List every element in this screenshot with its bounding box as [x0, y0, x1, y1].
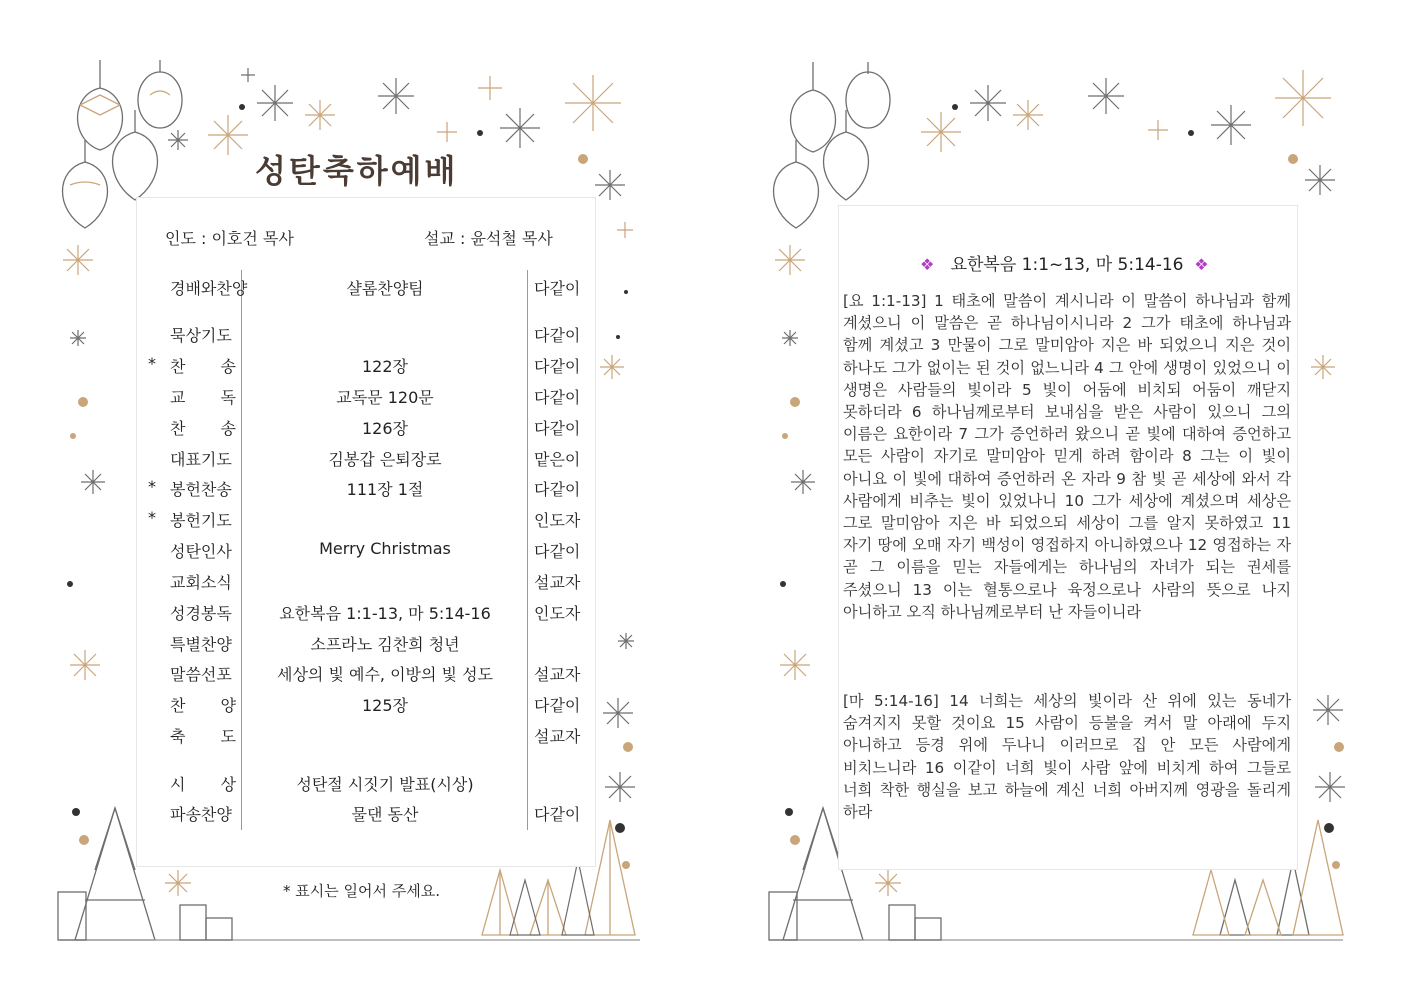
preacher: 설교 : 윤석철 목사: [424, 229, 553, 248]
order-item-content: 물댄 동산: [351, 805, 419, 824]
order-row: [136, 570, 594, 594]
order-row: [136, 447, 594, 471]
bulletin-left-page: [0, 0, 700, 992]
christmas-tree-icon: [1220, 880, 1250, 935]
order-item-participant: 다같이: [534, 805, 581, 824]
order-item-content: 122장: [362, 357, 408, 376]
christmas-tree-icon: [510, 880, 540, 935]
order-item-name: 성경봉독: [170, 604, 232, 623]
standing-mark: *: [148, 477, 156, 496]
order-item-participant: 다같이: [534, 419, 581, 438]
order-item-name: 찬 송: [170, 357, 236, 376]
ornament-icon: [113, 132, 158, 200]
order-item-participant: 다같이: [534, 696, 581, 715]
order-item-content: 세상의 빛 예수, 이방의 빛 성도: [277, 665, 493, 684]
ornament-icon: [138, 72, 182, 128]
order-row: [136, 276, 594, 300]
passage-text: 1 태초에 말씀이 계시니라 이 말씀이 하나님과 함께 계셨으니 이 말씀은 곧 하나님이시니라 2 그가 태초에 하나님과 함께 계셨고 3 만물이 그로 말미암아 지은 바 되었으니 지은 것이 하나도 그가 없이는 된 것이 없느니라 4 그 안에 생명이 있었으니 이 생명은 사람들의 빛이라 5 빛이 어둠에 비치되 어둠이 깨닫지 못하더라 6 하나님께로부터 보내심을 받은 사람이 있으니 그의 이름은 요한이라 7 그가 증언하러 왔으니 곧 빛에 대하여 증언하고 모든 사람이 자기로 말미암아 믿게 하려 함이라 8 그는 이 빛이 아니요 이 빛에 대하여 증언하러 온 자라 9 참 빛 곧 세상에 와서 각 사람에게 비추는 빛이 있었나니 10 그가 세상에 계셨으며 세상은 그로 말미암아 지은 바 되었으되 세상이 그를 알지 못하였고 11 자기 땅에 오매 자기 백성이 영접하지 아니하였으나 12 영접하는 자 곧 그 이름을 믿는 자들에게는 하나님의 자녀가 되는 권세를 주셨으니 13 이는 혈통으로나 육정으로나 사람의 뜻으로 나지 아니하고 오직 하나님께로부터 난 자들이니라: [843, 292, 1291, 621]
order-item-name: 경배와찬양: [170, 279, 248, 298]
scripture-heading: [920, 250, 1209, 275]
order-row: [136, 772, 594, 796]
order-item-content: 125장: [362, 696, 408, 715]
christmas-tree-icon: [562, 860, 594, 935]
christmas-tree-icon: [1277, 860, 1309, 935]
order-row: [136, 601, 594, 625]
order-row: [136, 508, 594, 532]
order-item-name: 교 독: [170, 388, 236, 407]
christmas-tree-icon: [1293, 820, 1343, 935]
order-item-participant: 다같이: [534, 542, 581, 561]
order-item-participant: 인도자: [534, 604, 581, 623]
page-title: 성탄축하예배: [255, 152, 459, 190]
order-item-name: 시 상: [170, 775, 236, 794]
order-item-participant: 맡은이: [534, 450, 581, 469]
order-row: [136, 693, 594, 717]
order-item-name: 파송찬양: [170, 805, 232, 824]
gift-box-icon: [889, 905, 915, 940]
passage-text: 14 너희는 세상의 빛이라 산 위에 있는 동네가 숨겨지지 못할 것이요 15 사람이 등불을 켜서 말 아래에 두지 아니하고 등경 위에 두나니 이러므로 집 안 모든 사람에게 비치느니라 16 이같이 너희 빛이 사람 앞에 비치게 하여 그들로 너희 착한 행실을 보고 하늘에 계신 너희 아버지께 영광을 돌리게 하라: [843, 692, 1292, 822]
order-item-content: 111장 1절: [346, 480, 424, 499]
order-item-content: 교독문 120문: [336, 388, 434, 407]
order-item-name: 말씀선포: [170, 665, 232, 684]
order-item-participant: 설교자: [534, 573, 581, 592]
order-item-name: 찬 양: [170, 696, 236, 715]
ornament-icon: [774, 162, 819, 228]
order-row: [136, 477, 594, 501]
order-item-name: 대표기도: [170, 450, 232, 469]
standing-note: * 표시는 일어서 주세요.: [283, 882, 440, 900]
passage-reference: [마 5:14-16]: [843, 692, 939, 710]
scripture-passage-matthew: [843, 690, 1291, 823]
order-item-content: 126장: [362, 419, 408, 438]
gift-box-icon: [206, 918, 232, 940]
order-item-name: 축 도: [170, 727, 236, 746]
order-item-name: 교회소식: [170, 573, 232, 592]
order-row: [136, 662, 594, 686]
christmas-tree-icon: [1193, 870, 1229, 935]
order-item-participant: 다같이: [534, 357, 581, 376]
order-item-name: 묵상기도: [170, 326, 232, 345]
diamond-marker-icon: ❖: [920, 255, 935, 274]
order-item-content: 샬롬찬양팀: [346, 279, 424, 298]
order-item-participant: 다같이: [534, 326, 581, 345]
order-item-name: 찬 송: [170, 419, 236, 438]
order-row: [136, 539, 594, 563]
order-item-participant: 설교자: [534, 727, 581, 746]
order-row: [136, 632, 594, 656]
order-row: [136, 323, 594, 347]
diamond-marker-icon: ❖: [1194, 255, 1209, 274]
order-row: [136, 724, 594, 748]
ornament-icon: [63, 162, 108, 228]
order-item-participant: 인도자: [534, 511, 581, 530]
order-item-content: 소프라노 김찬희 청년: [310, 635, 460, 654]
gift-box-icon: [769, 892, 797, 940]
order-row: [136, 354, 594, 378]
christmas-tree-icon: [1245, 880, 1281, 935]
passage-reference: [요 1:1-13]: [843, 292, 927, 310]
order-item-content: 요한복음 1:1-13, 마 5:14-16: [279, 604, 491, 623]
order-item-participant: 다같이: [534, 279, 581, 298]
order-item-participant: 설교자: [534, 665, 581, 684]
service-leader: 인도 : 이호건 목사: [165, 229, 294, 248]
order-item-content: 성탄절 시짓기 발표(시상): [296, 775, 474, 794]
standing-mark: *: [148, 354, 156, 373]
order-item-name: 봉헌찬송: [170, 480, 232, 499]
ornament-icon: [824, 132, 869, 200]
order-item-name: 봉헌기도: [170, 511, 232, 530]
order-item-participant: 다같이: [534, 480, 581, 499]
standing-mark: *: [148, 508, 156, 527]
scripture-passage-john: [843, 290, 1291, 623]
order-row: [136, 416, 594, 440]
order-item-participant: 다같이: [534, 388, 581, 407]
scripture-heading-text: 요한복음 1:1~13, 마 5:14-16: [950, 255, 1184, 275]
gift-box-icon: [180, 905, 206, 940]
order-item-name: 특별찬양: [170, 635, 232, 654]
order-item-content: 김봉갑 은퇴장로: [328, 450, 442, 469]
gift-box-icon: [915, 918, 941, 940]
ornament-icon: [846, 72, 890, 128]
ornament-icon: [78, 88, 123, 150]
order-row: [136, 385, 594, 409]
order-item-name: 성탄인사: [170, 542, 232, 561]
order-row: [136, 802, 594, 826]
order-item-content: Merry Christmas: [319, 539, 451, 558]
